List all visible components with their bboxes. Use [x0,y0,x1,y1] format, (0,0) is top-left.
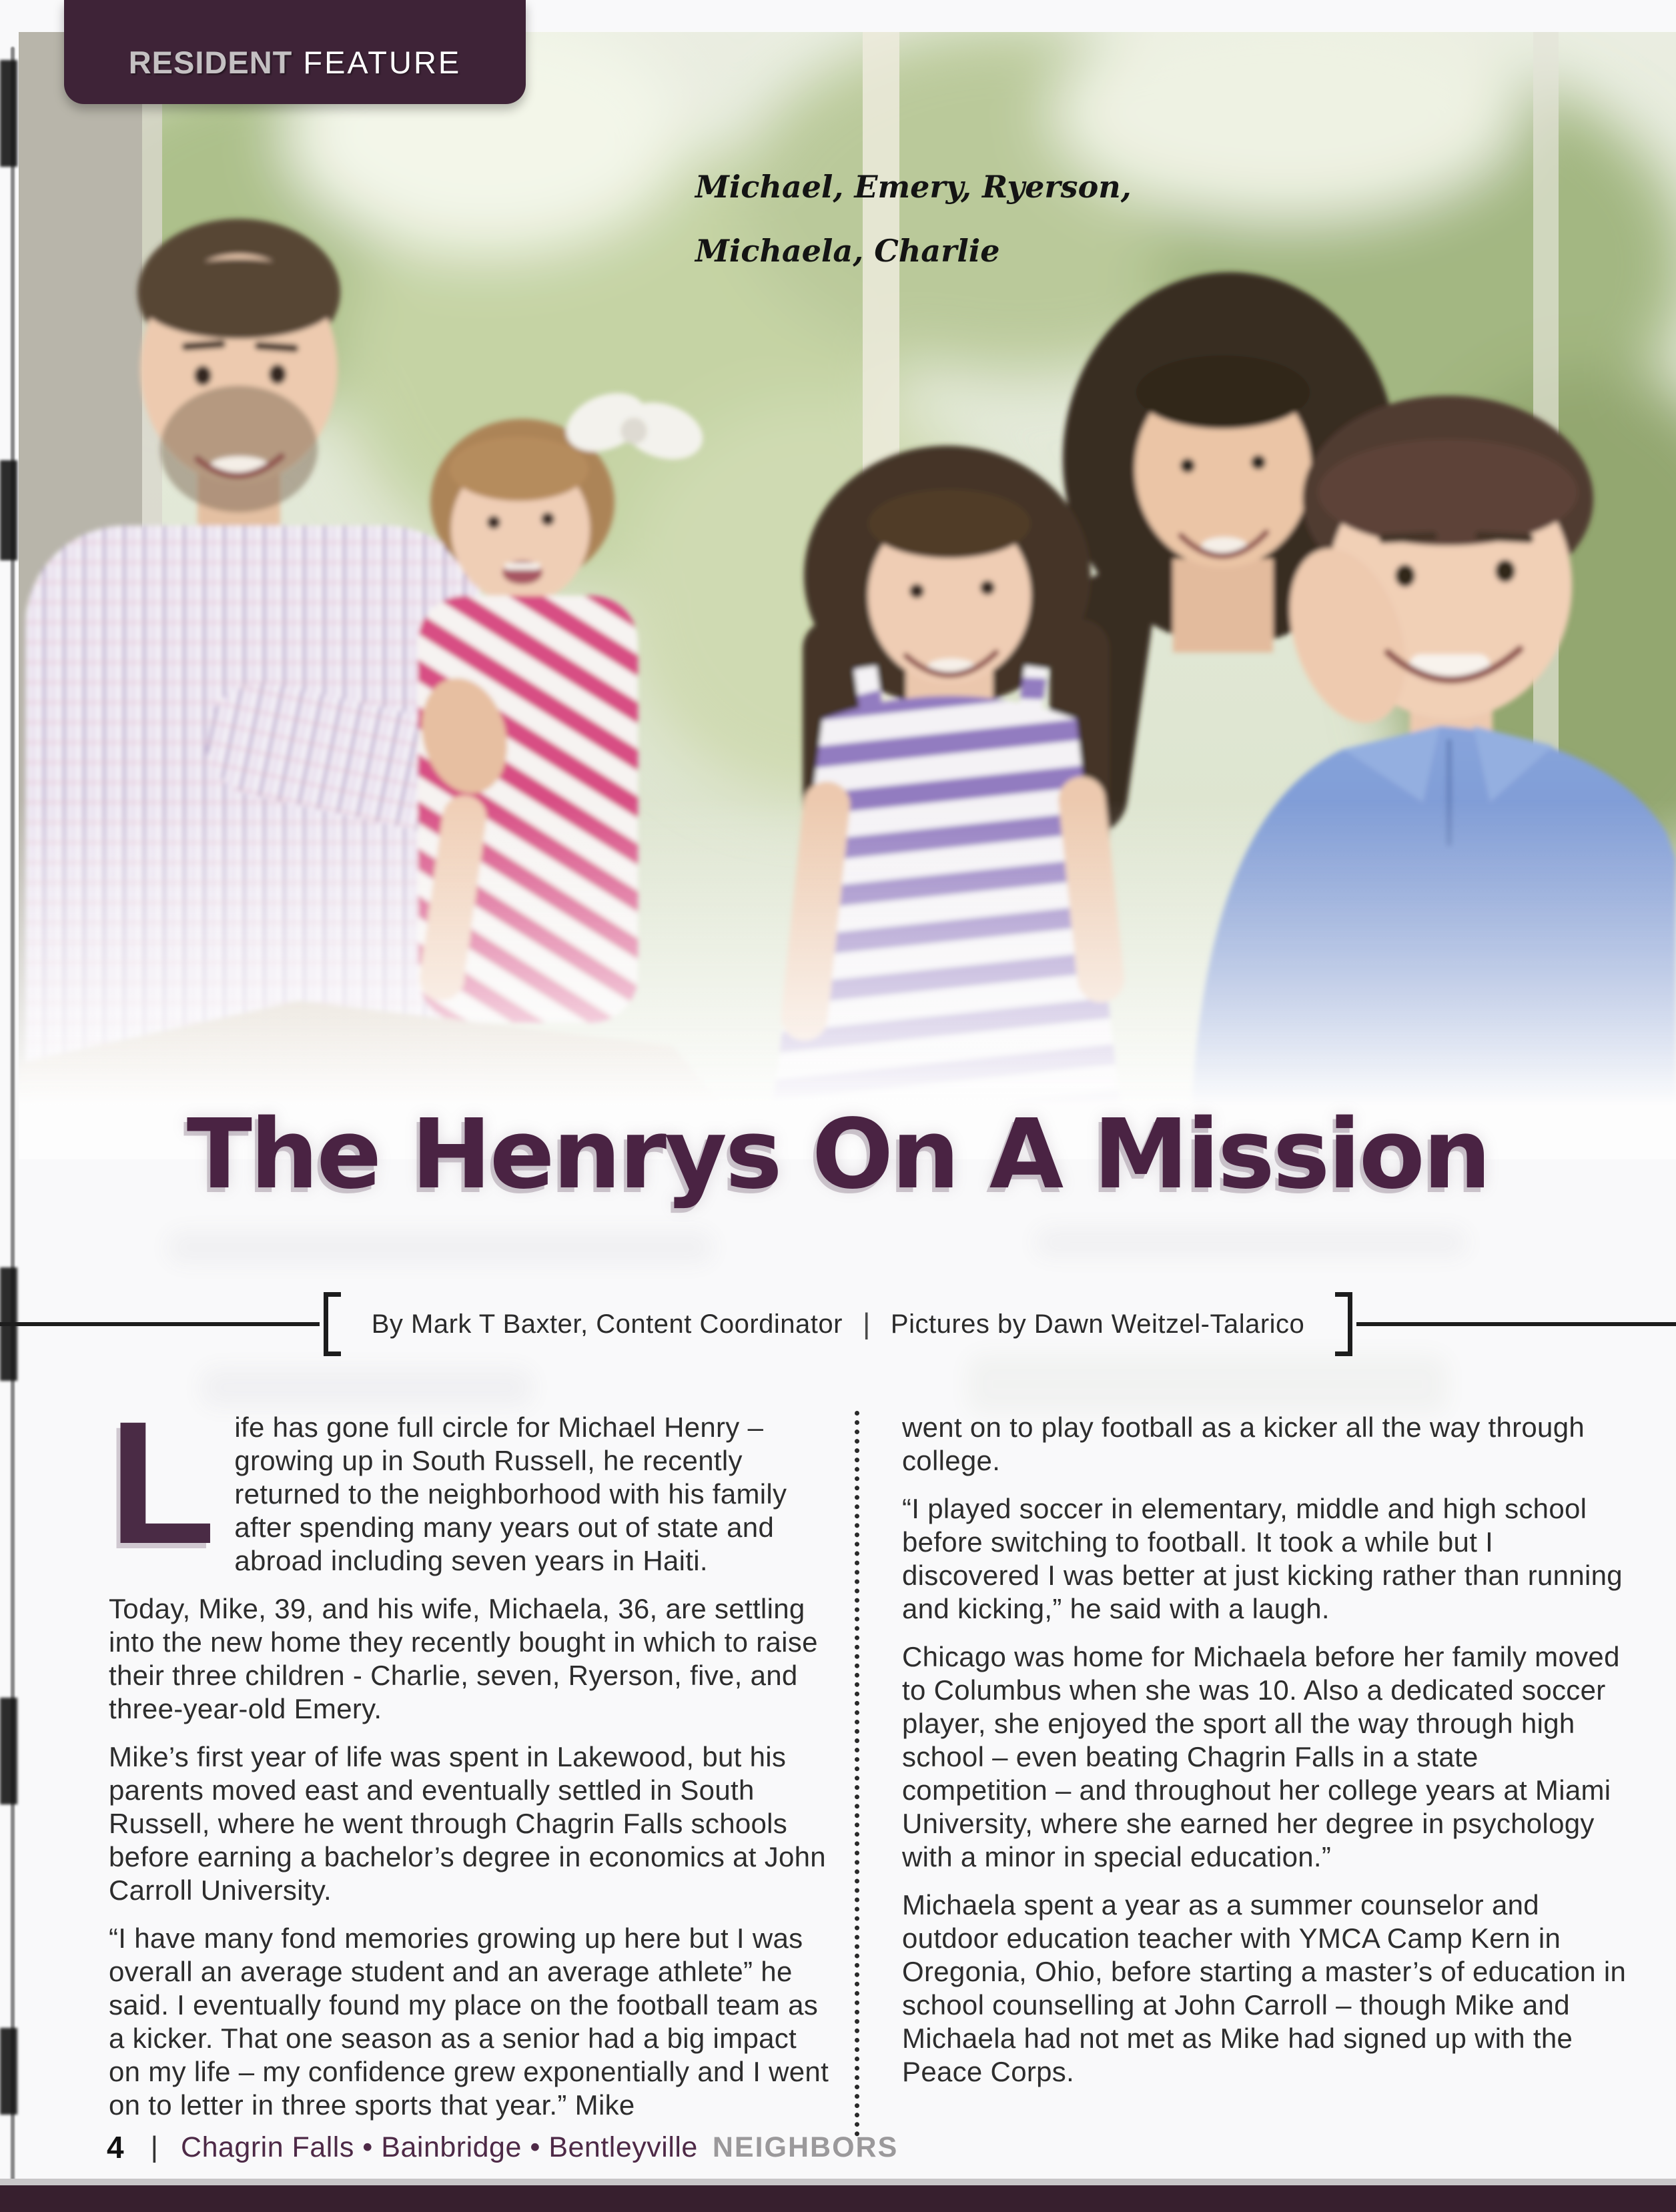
footer-magazine-name: Chagrin Falls • Bainbridge • Bentleyville [181,2131,698,2163]
ghost-showthrough [967,1354,1448,1414]
byline-rule-left [0,1322,320,1326]
article-paragraph: went on to play football as a kicker all the way through college. [902,1412,1585,1476]
caption-line-1: Michael, Emery, Ryerson, [695,169,1132,205]
ghost-showthrough [1034,1227,1468,1257]
article-title: The Henrys On A Mission [186,1098,1490,1210]
footer-divider: | [150,2131,159,2163]
page-footer [107,2129,898,2165]
article-paragraph: “I played soccer in elementary, middle and high school before switching to football. It took a while but I discovered I was better at just kicking rather than running and kicking,” he said with a laugh. [902,1493,1623,1624]
scan-edge-mark [0,460,17,560]
byline-row [0,1287,1676,1361]
byline-separator: | [862,1307,871,1340]
article-paragraph: Chicago was home for Michaela before her family moved to Columbus when she was 10. Also a dedicated soccer player, she enjoyed the sport all the way through high school – even beating Chagrin Falls in a state competition – and throughout her college years at Miami University, where she earned her degree in psychology with a minor in special education.” [902,1641,1620,1872]
page-number: 4 [107,2130,124,2165]
caption-line-2: Michaela, Charlie [695,233,1000,269]
ghost-showthrough [200,1367,534,1408]
paragraph-text: ife has gone full circle for Michael Henry – growing up in South Russell, he recently returned to the neighborhood with his family after spending many years out of state and abroad including seven years in Haiti. [234,1412,787,1576]
ghost-showthrough [167,1231,714,1264]
scan-edge-mark [0,2028,17,2115]
article-columns [109,1385,1627,2137]
article-paragraph: Michaela spent a year as a summer counselor and outdoor education teacher with YMCA Camp Kern in Oregonia, Ohio, before starting a master’s of education in school counselling at John Carroll – though Mike and Michaela had not met as Mike had signed up with the Peace Corps. [902,1889,1627,2087]
article-paragraph [109,1385,829,1580]
banner-word-feature: FEATURE [303,44,462,80]
scan-edge-mark [0,1698,17,1804]
byline-bracket-right [1335,1292,1352,1356]
bottom-gray-strip [0,2179,1676,2185]
footer-brand: NEIGHBORS [712,2131,899,2163]
bottom-purple-band [0,2185,1676,2212]
byline-text [341,1307,1336,1341]
banner-word-resident: RESIDENT [128,44,293,80]
column-divider [855,1411,859,2137]
byline-author: By Mark T Baxter, Content Coordinator [371,1309,843,1339]
right-column [902,1411,1627,2137]
byline-credit: Pictures by Dawn Weitzel-Talarico [890,1309,1305,1339]
left-column [109,1385,829,2137]
drop-cap: L [109,1385,216,1580]
photo-caption [695,155,1132,283]
byline-rule-right [1356,1322,1676,1326]
scan-edge-mark [0,60,17,167]
byline-bracket-left [324,1292,341,1356]
article-paragraph: “I have many fond memories growing up here but I was overall an average student and an average athlete” he said. I eventually found my place on the football team as a kicker. That one season as a senior had a big impact on my life – my confidence grew exponentially and I went on to letter in three sports that year.” Mike [109,1922,829,2121]
article-paragraph: Today, Mike, 39, and his wife, Michaela, 36, are settling into the new home they recently bought in which to raise their three children - Charlie, seven, Ryerson, five, and three-year-old Emery. [109,1593,818,1724]
resident-feature-banner [64,0,526,104]
article-paragraph: Mike’s first year of life was spent in Lakewood, but his parents moved east and eventually settled in South Russell, where he went through Chagrin Falls schools before earning a bachelor’s degree in economics at John Carroll University. [109,1741,826,1906]
